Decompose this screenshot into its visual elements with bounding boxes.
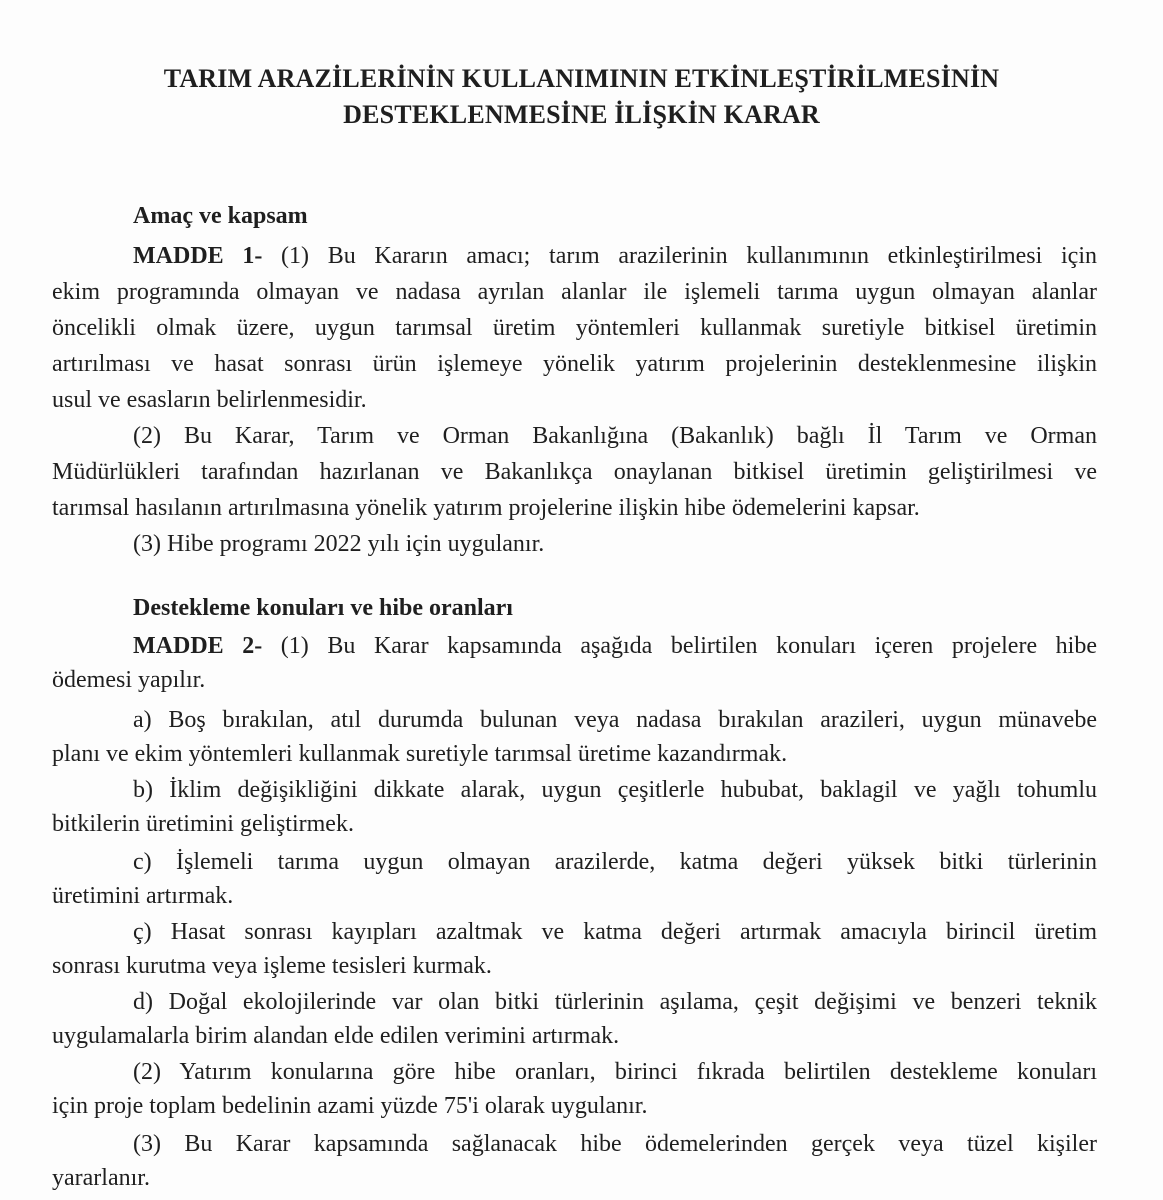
- paragraph-line: (3) Hibe programı 2022 yılı için uygulanır.: [133, 531, 545, 557]
- list-item-a: a) Boş bırakılan, atıl durumda bulunan veya nadasa bırakılan arazileri, uygun münavebe: [133, 707, 1097, 733]
- paragraph-line: sonrası kurutma veya işleme tesisleri kurmak.: [52, 953, 492, 979]
- paragraph-line: için proje toplam bedelinin azami yüzde 75'i olarak uygulanır.: [52, 1093, 648, 1119]
- article-2-label: MADDE 2-: [133, 633, 263, 659]
- paragraph-line: öncelikli olmak üzere, uygun tarımsal üretim yöntemleri kullanmak suretiyle bitkisel üretimin: [52, 315, 1097, 341]
- article-2-text: (1) Bu Karar kapsamında aşağıda belirtilen konuları içeren projelere hibe: [262, 633, 1098, 659]
- paragraph-line: (2) Bu Karar, Tarım ve Orman Bakanlığına (Bakanlık) bağlı İl Tarım ve Orman: [133, 423, 1097, 449]
- paragraph-line: artırılması ve hasat sonrası ürün işlemeye yönelik yatırım projelerinin desteklenmesine ilişkin: [52, 351, 1097, 377]
- paragraph-line: ekim programında olmayan ve nadasa ayrılan alanlar ile işlemeli tarıma uygun olmayan alanlar: [52, 279, 1097, 305]
- list-item-b: b) İklim değişikliğini dikkate alarak, uygun çeşitlerle hububat, baklagil ve yağlı tohumlu: [133, 777, 1097, 803]
- paragraph-line: yararlanır.: [52, 1165, 150, 1191]
- paragraph-line: Müdürlükleri tarafından hazırlanan ve Bakanlıkça onaylanan bitkisel üretimin geliştirilmesi ve: [52, 459, 1097, 485]
- list-item-d: d) Doğal ekolojilerinde var olan bitki türlerinin aşılama, çeşit değişimi ve benzeri teknik: [133, 989, 1097, 1015]
- article-1-text: (1) Bu Kararın amacı; tarım arazilerinin kullanımının etkinleştirilmesi için: [262, 243, 1097, 269]
- paragraph-line: üretimini artırmak.: [52, 883, 234, 909]
- document-title-line-2: DESTEKLENMESİNE İLİŞKİN KARAR: [343, 100, 820, 129]
- section-1-heading: Amaç ve kapsam: [133, 203, 308, 229]
- list-item-c-cedilla: ç) Hasat sonrası kayıpları azaltmak ve katma değeri artırmak amacıyla birincil üretim: [133, 919, 1097, 945]
- paragraph-line: (3) Bu Karar kapsamında sağlanacak hibe ödemelerinden gerçek veya tüzel kişiler: [133, 1131, 1097, 1157]
- article-1-label: MADDE 1-: [133, 243, 263, 269]
- section-2-heading: Destekleme konuları ve hibe oranları: [133, 595, 513, 621]
- list-item-c: c) İşlemeli tarıma uygun olmayan arazilerde, katma değeri yüksek bitki türlerinin: [133, 849, 1097, 875]
- paragraph-line: usul ve esasların belirlenmesidir.: [52, 387, 367, 413]
- paragraph-line: uygulamalarla birim alandan elde edilen verimini artırmak.: [52, 1023, 620, 1049]
- paragraph-line: tarımsal hasılanın artırılmasına yönelik yatırım projelerine ilişkin hibe ödemelerini kapsar.: [52, 495, 920, 521]
- paragraph-line: bitkilerin üretimini geliştirmek.: [52, 811, 354, 837]
- paragraph-line: (2) Yatırım konularına göre hibe oranları, birinci fıkrada belirtilen destekleme konuları: [133, 1059, 1097, 1085]
- paragraph-line: planı ve ekim yöntemleri kullanmak suretiyle tarımsal üretime kazandırmak.: [52, 741, 788, 767]
- article-1-line: [133, 240, 1097, 272]
- article-2-line: [133, 630, 1097, 662]
- paragraph-line: ödemesi yapılır.: [52, 667, 206, 693]
- document-title-line-1: TARIM ARAZİLERİNİN KULLANIMININ ETKİNLEŞTİRİLMESİNİN: [163, 64, 1000, 93]
